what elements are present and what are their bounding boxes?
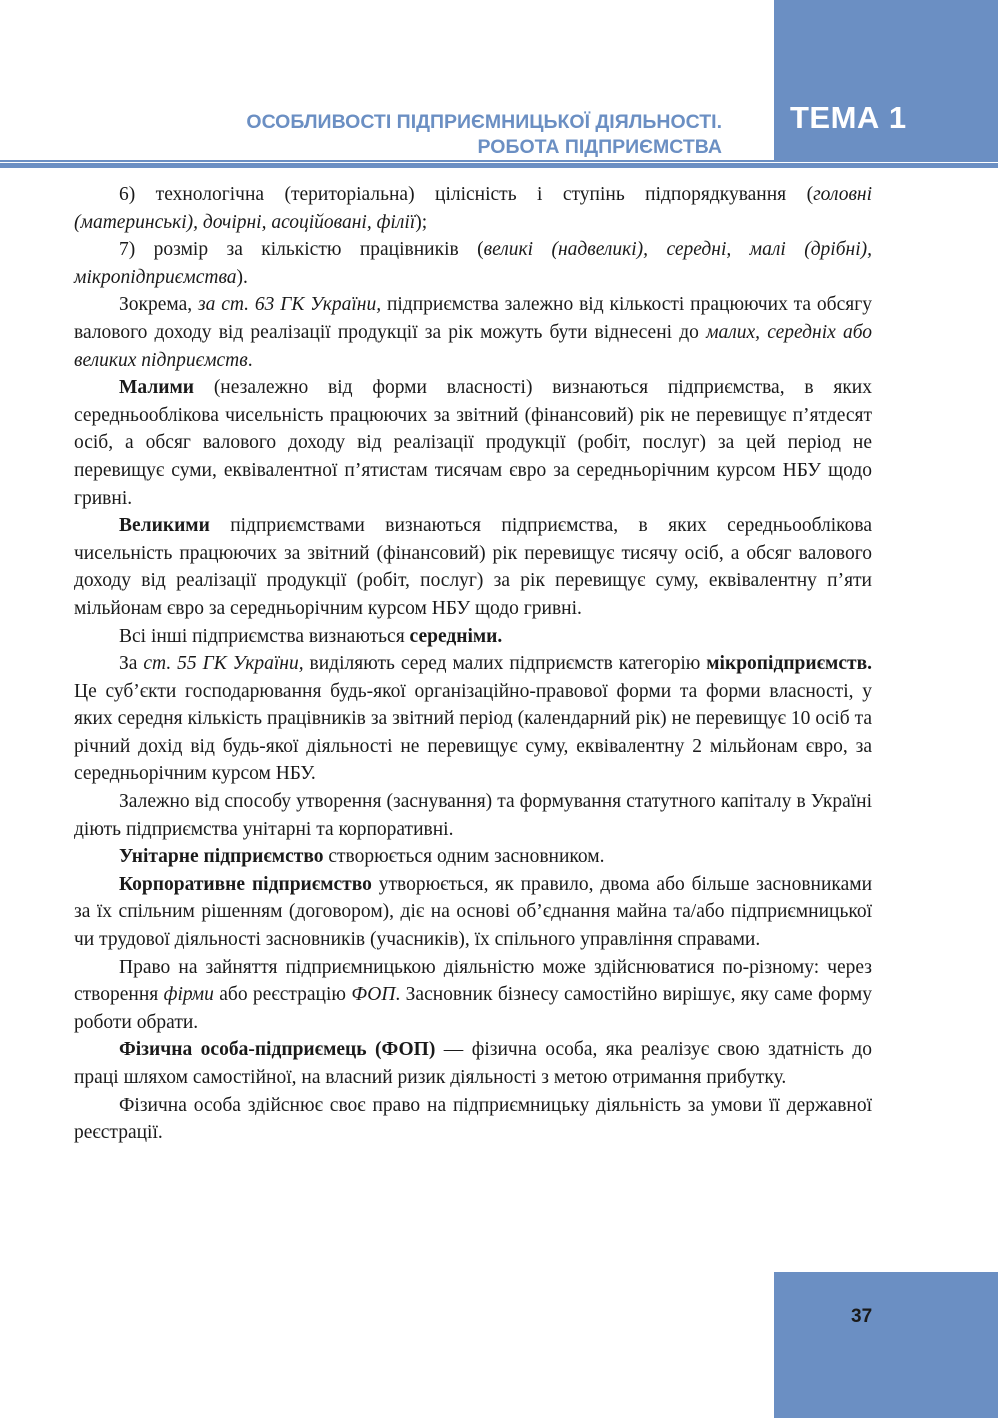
paragraph-5: Великими підприємствами визнаються підприємства, в яких середньооблікова чисельність працюючих за звітний (фінансовий) рік перевищує тисячу осіб, а обсяг валового доходу від реалізації продукції (робіт, послуг) за рік перевищує суму, еквівалентну п’яти мільйонам євро за середньорічним курсом НБУ щодо гривні.: [74, 515, 872, 619]
page-header-title: [246, 110, 722, 160]
paragraph-2: 7) розмір за кількістю працівників (великі (надвеликі), середні, малі (дрібні), мікропідприємства).: [74, 239, 872, 288]
paragraph-8: Залежно від способу утворення (заснування) та формування статутного капіталу в Україні діють підприємства унітарні та корпоративні.: [74, 791, 872, 840]
paragraph-4: Малими (незалежно від форми власності) визнаються підприємства, в яких середньооблікова чисельність працюючих за звітний (фінансовий) рік не перевищує п’ятдесят осіб, а обсяг валового доходу від реалізації продукції (робіт, послуг) за цей період не перевищує суми, еквівалентної п’ятистам тисячам євро за середньорічним курсом НБУ щодо гривні.: [74, 377, 872, 509]
paragraph-12: Фізична особа-підприємець (ФОП) — фізична особа, яка реалізує свою здатність до праці шляхом самостійної, на власний ризик діяльності з метою отримання прибутку.: [74, 1039, 872, 1088]
page-number: 37: [851, 1306, 873, 1327]
header-rule-thin: [0, 160, 774, 162]
body-text: [74, 181, 872, 1147]
section-tab: [774, 0, 998, 162]
paragraph-10: Корпоративне підприємство утворюється, як правило, двома або більше засновниками за їх спільним рішенням (договором), діє на основі об’єднання майна та/або підприємницької чи трудової діяльності засновників (учасників), їх спільного управління справами.: [74, 873, 873, 951]
paragraph-11: Право на зайняття підприємницькою діяльністю може здійснюватися по-різному: через створення фірми або реєстрацію ФОП. Засновник бізнесу самостійно вирішує, яку саме форму роботи обрати.: [74, 956, 873, 1033]
paragraph-7: За ст. 55 ГК України, виділяють серед малих підприємств категорію мікропідприємств. Це суб’єкти господарювання будь-якої організаційно-правової форми та форми власності, у яких середня кількість працівників за звітний період (календарний рік) не перевищує 10 осіб та річний дохід від будь-якої діяльності не перевищує суму, еквівалентну 2 мільйонам євро, за середньорічним курсом НБУ.: [74, 653, 872, 785]
paragraph-6: Всі інші підприємства визнаються середніми.: [119, 625, 503, 647]
paragraph-9: Унітарне підприємство створюється одним засновником.: [119, 846, 605, 868]
header-title-line-1: ОСОБЛИВОСТІ ПІДПРИЄМНИЦЬКОЇ ДІЯЛЬНОСТІ.: [246, 111, 722, 133]
section-tab-label: ТЕМА 1: [790, 100, 907, 135]
paragraph-3: Зокрема, за ст. 63 ГК України, підприємства залежно від кількості працюючих та обсягу валового доходу від реалізації продукції за рік можуть бути віднесені до малих, середніх або великих підприємств.: [74, 294, 872, 371]
header-title-line-2: РОБОТА ПІДПРИЄМСТВА: [477, 136, 722, 158]
paragraph-13: Фізична особа здійснює своє право на підприємницьку діяльність за умови її державної реєстрації.: [74, 1094, 872, 1144]
page-number-tab: [774, 1272, 998, 1418]
paragraph-1: 6) технологічна (територіальна) цілісність і ступінь підпорядкування (головні (материнські), дочірні, асоційовані, філії);: [74, 184, 872, 233]
header-rule-thick: [0, 163, 998, 168]
